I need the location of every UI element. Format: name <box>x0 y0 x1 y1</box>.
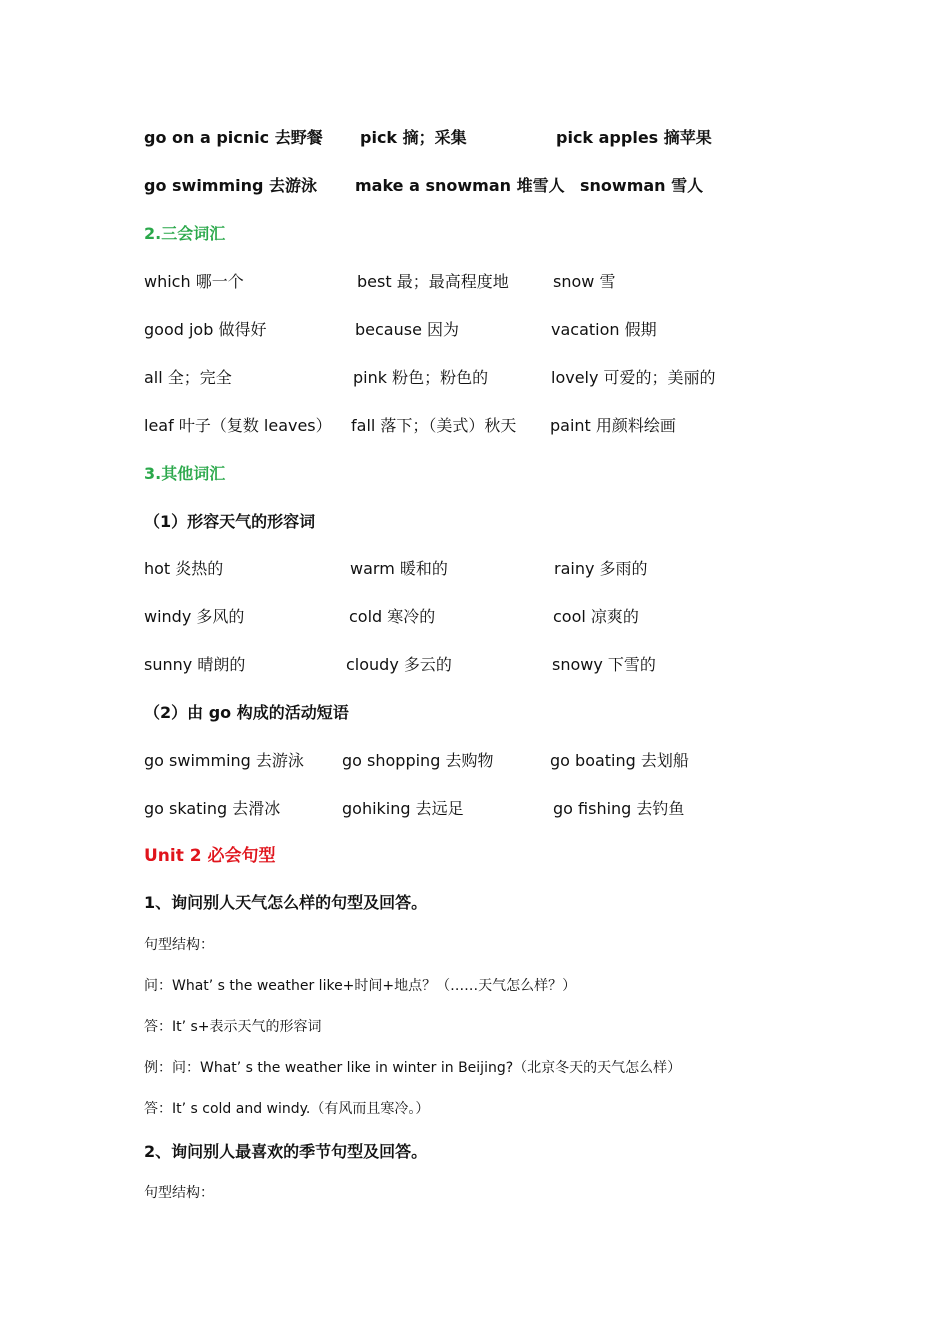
vocab-item: go on a picnic 去野餐 <box>144 128 323 147</box>
sentence-line: 例：问：What’ s the weather like in winter in Beijing?（北京冬天的天气怎么样） <box>144 1060 682 1076</box>
sentence-line: 句型结构： <box>144 937 214 953</box>
vocab-item: gohiking 去远足 <box>342 799 464 818</box>
vocab-item: pick apples 摘苹果 <box>556 128 712 147</box>
vocab-item: go swimming 去游泳 <box>144 751 304 770</box>
section-heading: 2.三会词汇 <box>144 224 226 243</box>
vocab-item: all 全；完全 <box>144 368 232 387</box>
vocab-item: rainy 多雨的 <box>554 559 648 578</box>
vocab-item: good job 做得好 <box>144 320 267 339</box>
sentence-line: 答：It’ s cold and windy.（有风而且寒冷。） <box>144 1101 430 1117</box>
vocab-row <box>0 605 950 629</box>
unit-heading: Unit 2 必会句型 <box>144 846 276 866</box>
vocab-row <box>0 126 950 150</box>
vocab-item: pick 摘；采集 <box>360 128 467 147</box>
sentence-line: 答：It’ s+表示天气的形容词 <box>144 1019 322 1035</box>
vocab-row <box>0 174 950 198</box>
vocab-row <box>0 797 950 821</box>
vocab-item: hot 炎热的 <box>144 559 224 578</box>
vocab-item: vacation 假期 <box>551 320 657 339</box>
vocab-item: lovely 可爱的；美丽的 <box>551 368 716 387</box>
vocab-item: go swimming 去游泳 <box>144 176 318 195</box>
vocab-row <box>0 557 950 581</box>
vocab-item: snowman 雪人 <box>580 176 704 195</box>
vocab-item: because 因为 <box>355 320 460 339</box>
sentence-line: 问：What’ s the weather like+时间+地点？（……天气怎么样？） <box>144 978 577 994</box>
sentence-line: 句型结构： <box>144 1185 214 1201</box>
vocab-item: which 哪一个 <box>144 272 244 291</box>
vocab-item: windy 多风的 <box>144 607 245 626</box>
vocab-item: make a snowman 堆雪人 <box>355 176 565 195</box>
vocab-row <box>0 270 950 294</box>
subsection-heading: （1）形容天气的形容词 <box>144 512 316 531</box>
question-heading: 1、询问别人天气怎么样的句型及回答。 <box>144 893 428 912</box>
vocab-item: warm 暖和的 <box>350 559 448 578</box>
vocab-row <box>0 318 950 342</box>
subsection-heading: （2）由 go 构成的活动短语 <box>144 703 349 722</box>
vocab-item: snow 雪 <box>553 272 616 291</box>
vocab-item: go shopping 去购物 <box>342 751 494 770</box>
vocab-row <box>0 414 950 438</box>
vocab-item: snowy 下雪的 <box>552 655 656 674</box>
vocab-item: sunny 晴朗的 <box>144 655 246 674</box>
vocab-item: go fishing 去钓鱼 <box>553 799 685 818</box>
vocab-item: best 最；最高程度地 <box>357 272 509 291</box>
section-heading: 3.其他词汇 <box>144 464 226 483</box>
vocab-item: fall 落下；（美式）秋天 <box>351 416 517 435</box>
vocab-item: paint 用颜料绘画 <box>550 416 676 435</box>
vocab-row <box>0 653 950 677</box>
vocab-item: go skating 去滑冰 <box>144 799 281 818</box>
vocab-item: leaf 叶子（复数 leaves） <box>144 416 332 435</box>
vocab-item: cool 凉爽的 <box>553 607 639 626</box>
vocab-item: pink 粉色；粉色的 <box>353 368 489 387</box>
question-heading: 2、询问别人最喜欢的季节句型及回答。 <box>144 1142 428 1161</box>
vocab-item: go boating 去划船 <box>550 751 689 770</box>
vocab-item: cloudy 多云的 <box>346 655 452 674</box>
vocab-row <box>0 749 950 773</box>
vocab-row <box>0 366 950 390</box>
vocab-item: cold 寒冷的 <box>349 607 436 626</box>
